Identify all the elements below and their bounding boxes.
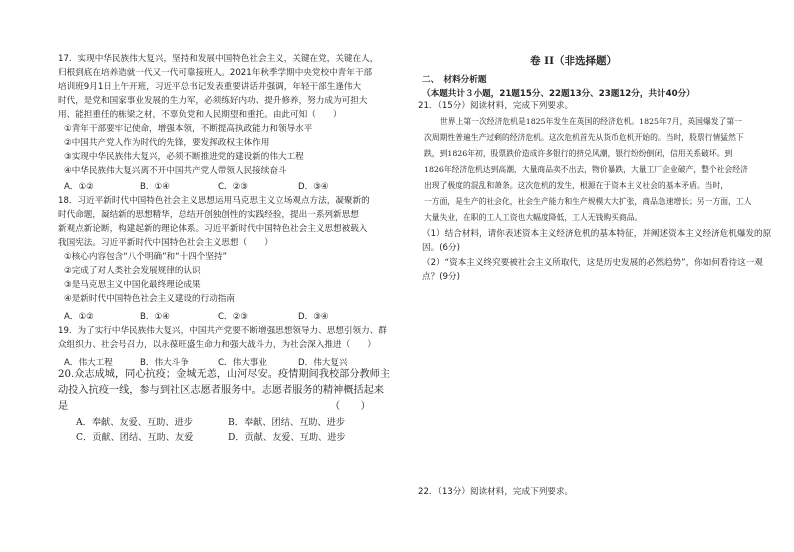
material-line: 一方面，是生产的社会化，社会生产能力和生产规模大大扩张，商品急速增长；另一方面，工人 [424,197,752,206]
q17-item: ③实现中华民族伟大复兴，必须不断推进党的建设新的伟大工程 [64,152,304,162]
q19-line: 众组织力、社会号召力，以永葆旺盛生命力和强大战斗力，为社会深入推进（ ） [58,340,376,350]
q20-option-d: D．贡献、友爱、互助、进步 [228,432,346,443]
q19-option-a: A．伟大工程 [64,358,113,368]
q18-option-a: A．①② [64,312,94,322]
q20-line: 动投入抗疫一线，参与到社区志愿者服务中。志愿者服务的精神概括起来 [58,385,384,396]
q18-item: ④是新时代中国特色社会主义建设的行动指南 [64,294,235,304]
q17-line: 用、能担重任的栋梁之材，不辜负党和人民期望和重托。由此可知（ ） [58,110,342,120]
material-line: 次周期性普遍生产过剩的经济危机。这次危机首先从货币危机开始的。当时，股票行情猛然下 [424,133,744,142]
q17-line: 时代，是党和国家事业发展的生力军，必须练好内功、提升修养，努力成为可担大 [58,96,368,106]
q17-item: ④中华民族伟大复兴离不开中国共产党人带领人民接续奋斗 [64,166,287,176]
q18-item: ②完成了对人类社会发展规律的认识 [64,266,201,276]
q19-option-d: D．伟大复兴 [298,358,348,368]
q18-line: 时代命题，凝结新的思想精华，总结开创独创性的实践经验，提出一系列新思想 [58,210,359,220]
material-line: 出现了极度的混乱和萧条。这次危机的发生，根源在于资本主义社会的基本矛盾。当时， [424,181,729,190]
section-heading: 二、 材料分析题 [422,75,487,85]
q17-item: ②中国共产党人作为时代的先锋，要发挥政权主体作用 [64,138,270,148]
q18-item: ③是马克思主义中国化最终理论成果 [64,280,201,290]
q22-intro: 22．（13分）阅读材料，完成下列要求。 [418,487,574,497]
q21-part2: （2）“资本主义终究要被社会主义所取代，这是历史发展的必然趋势”，你如何看待这一观 [422,258,763,268]
q18-option-d: D．③④ [298,312,329,322]
q19-option-c: C．伟大事业 [218,358,267,368]
q17-line: 归根到底在培养造就一代又一代可靠接班人。2021年秋季学期中央党校中青年干部 [58,68,373,78]
q19-line: 19．为了实行中华民族伟大复兴，中国共产党要不断增强思想领导力、思想引领力、群 [58,326,387,336]
q20-line: 20.众志成城，同心抗疫；金城无恙，山河尽安。疫情期间我校部分教师主 [58,369,391,380]
q18-option-b: B．①④ [140,312,170,322]
material-line: 跌，到1826年初，股票跌价造成许多银行的挤兑风潮，银行纷纷倒闭，信用关系破坏。到 [424,149,733,158]
q20-option-b: B．奉献、团结、互助、进步 [228,417,346,428]
section-note: （本题共计３小题，21题15分、22题13分、23题12分，共计40分） [422,89,695,99]
part-ii-title: 卷 II（非选择题） [530,55,617,67]
q18-line: 18．习近平新时代中国特色社会主义思想运用马克思主义立场观点方法，凝聚新的 [58,196,370,206]
q21-part2-cont: 点？(9分) [422,272,460,282]
q20-option-c: C．贡献、团结、互助、友爱 [76,432,194,443]
q18-line: 新观点新论断，构建起新的理论体系。习近平新时代中国特色社会主义思想被载入 [58,224,368,234]
q18-item: ①核心内容包含“八个明确”和“十四个坚持” [64,252,228,262]
q20-paren: （ ） [330,401,371,412]
q19-option-b: B．伟大斗争 [140,358,189,368]
material-line: 世界上第一次经济危机是1825年发生在英国的经济危机。1825年7月，英国爆发了第一 [440,117,742,126]
q17-option-c: C．②③ [218,182,249,192]
q17-line: 培训班9月1日上午开班，习近平总书记发表重要讲话并强调，年轻干部生逢伟大 [58,82,362,92]
q18-option-c: C．②③ [218,312,249,322]
q18-line: 我国宪法。习近平新时代中国特色社会主义思想（ ） [58,238,273,248]
q17-option-a: A．①② [64,182,94,192]
q17-option-b: B．①④ [140,182,170,192]
q17-line: 17．实现中华民族伟大复兴，坚持和发展中国特色社会主义，关键在党，关键在人， [58,54,379,64]
material-line: 1826年经济危机达到高潮，大量商品卖不出去，物价暴跌，大量工厂企业破产，整个社会经济 [424,165,748,174]
material-line: 大量失业，在职的工人工资也大幅度降低，工人无钱购买商品。 [424,213,643,222]
q21-part1: （1）结合材料，请你表述资本主义经济危机的基本特征，并阐述资本主义经济危机爆发的原 [422,229,772,239]
q17-item: ①青年干部要牢记使命，增强本领，不断提高执政能力和领导水平 [64,124,313,134]
q17-option-d: D．③④ [298,182,329,192]
q21-intro: 21．（15分）阅读材料，完成下列要求。 [418,101,574,111]
q21-part1-cont: 因。(6分) [422,243,460,253]
q20-line: 是 [58,401,69,412]
q20-option-a: A．奉献、友爱、互助、进步 [76,417,193,428]
